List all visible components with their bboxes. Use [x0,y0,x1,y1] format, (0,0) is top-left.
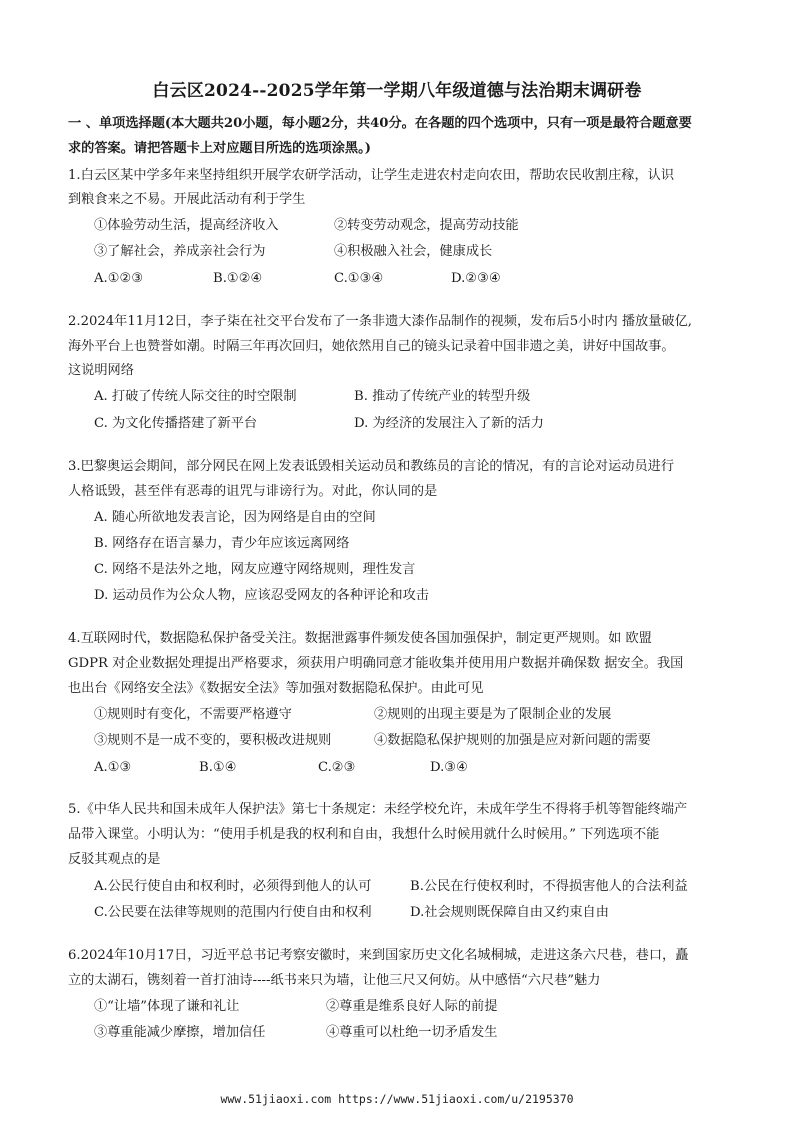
q2-stem-line2: 海外平台上也赞誉如潮。时隔三年再次回归，她依然用自己的镜头记录着中国非遗之美，讲好中国故事。 [68,339,675,354]
q3-option-d: D. 运动员作为公众人物，应该忍受网友的各种评论和攻击 [94,588,429,603]
q1-option-d: D.②③④ [451,271,501,286]
q4-option-a: A.①③ [94,760,132,775]
q1-statement-2: ②转变劳动观念，提高劳动技能 [334,218,519,233]
section-heading-line1: 一 、单项选择题(本大题共20小题，每小题2分，共40分。在各题的四个选项中，只有一项是最符合题意要 [68,116,692,131]
q6-statement-4: ④尊重可以杜绝一切矛盾发生 [326,1025,498,1040]
q4-option-c: C.②③ [318,760,356,775]
q5-option-b: B.公民在行使权利时，不得损害他人的合法利益 [410,879,688,894]
q1-option-c: C.①③④ [334,271,384,286]
q2-stem-line3: 这说明网络 [68,363,134,378]
q3-option-b: B. 网络存在语言暴力，青少年应该远离网络 [94,536,350,551]
q2-option-c: C. 为文化传播搭建了新平台 [94,416,258,431]
q6-statement-3: ③尊重能减少摩擦，增加信任 [94,1025,266,1040]
q5-option-d: D.社会规则既保障自由又约束自由 [410,905,609,920]
q4-stem-line2: GDPR 对企业数据处理提出严格要求，须获用户明确同意才能收集并使用用户数据并确保数 据安全。我国 [68,656,684,671]
q3-option-c: C. 网络不是法外之地，网友应遵守网络规则，理性发言 [94,562,416,577]
q3-stem-line1: 3.巴黎奥运会期间，部分网民在网上发表诋毁相关运动员和教练员的言论的情况，有的言论对运动员进行 [68,459,675,474]
q1-stem-line1: 1.白云区某中学多年来坚持组织开展学农研学活动，让学生走进农村走向农田，帮助农民收割庄稼，认识 [68,168,675,183]
q6-statement-2: ②尊重是维系良好人际的前提 [326,999,498,1014]
q4-statement-1: ①规则时有变化，不需要严格遵守 [94,707,292,722]
section-heading-line2: 求的答案。请把答题卡上对应题目所选的选项涂黑。) [68,141,371,156]
q2-stem-line1: 2.2024年11月12日，李子柒在社交平台发布了一条非遗大漆作品制作的视频，发布后5小时内 播放量破亿, [68,314,692,329]
q4-statement-3: ③规则不是一成不变的，要积极改进规则 [94,733,332,748]
q5-option-a: A.公民行使自由和权利时，必须得到他人的认可 [94,879,372,894]
q6-stem-line1: 6.2024年10月17日，习近平总书记考察安徽时，来到国家历史文化名城桐城，走进这条六尺巷，巷口，矗 [68,948,689,963]
q1-option-a: A.①②③ [94,271,144,286]
q1-statement-3: ③了解社会，养成亲社会行为 [94,244,266,259]
q1-statement-1: ①体验劳动生活，提高经济收入 [94,218,279,233]
q4-stem-line3: 也出台《网络安全法》《数据安全法》等加强对数据隐私保护。由此可见 [68,681,484,696]
q5-option-c: C.公民要在法律等规则的范围内行使自由和权利 [94,905,372,920]
q2-option-a: A. 打破了传统人际交往的时空限制 [94,389,297,404]
q3-stem-line2: 人格诋毁，甚至伴有恶毒的诅咒与诽谤行为。对此，你认同的是 [68,484,438,499]
q4-option-b: B.①④ [199,760,237,775]
q3-option-a: A. 随心所欲地发表言论，因为网络是自由的空间 [94,510,376,525]
q4-stem-line1: 4.互联网时代，数据隐私保护备受关注。数据泄露事件频发使各国加强保护，制定更严规则。如 欧盟 [68,631,652,646]
q1-option-b: B.①②④ [213,271,263,286]
q4-statement-2: ②规则的出现主要是为了限制企业的发展 [374,707,612,722]
q6-stem-line2: 立的太湖石，镌刻着一首打油诗----纸书来只为墙，让他三尺又何妨。从中感悟“六尺巷”魅力 [68,973,601,988]
q5-stem-line3: 反驳其观点的是 [68,852,161,867]
q4-statement-4: ④数据隐私保护规则的加强是应对新问题的需要 [374,733,651,748]
exam-title: 白云区2024--2025学年第一学期八年级道德与法治期末调研卷 [152,81,642,101]
q1-stem-line2: 到粮食来之不易。开展此活动有利于学生 [68,192,306,207]
q2-option-b: B. 推动了传统产业的转型升级 [354,389,531,404]
q6-statement-1: ①“让墙”体现了谦和礼让 [94,999,240,1014]
q1-statement-4: ④积极融入社会，健康成长 [334,244,493,259]
q5-stem-line1: 5.《中华人民共和国未成年人保护法》第七十条规定：未经学校允许，未成年学生不得将手机等智能终端产 [68,802,688,817]
q2-option-d: D. 为经济的发展注入了新的活力 [354,416,544,431]
q4-option-d: D.③④ [430,760,468,775]
footer-watermark-url: www.51jiaoxi.com https://www.51jiaoxi.com/u/2195370 [220,1092,574,1106]
q5-stem-line2: 品带入课堂。小明认为：“使用手机是我的权利和自由，我想什么时候用就什么时候用。” 下列选项不能 [68,827,660,842]
